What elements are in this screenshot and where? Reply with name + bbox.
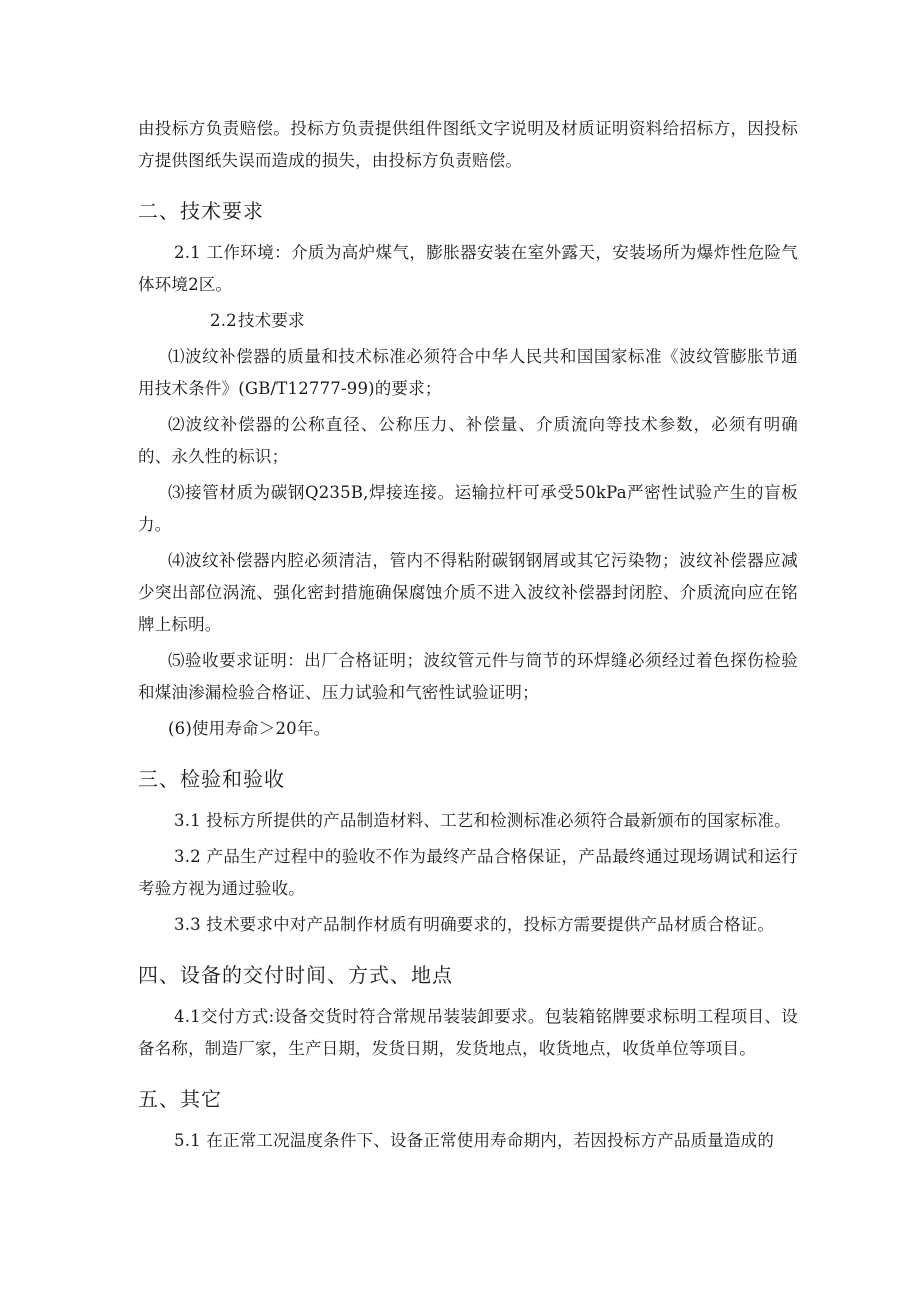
subheading-2-2 xyxy=(138,305,798,337)
section-2-heading: 二、技术要求 xyxy=(138,199,264,223)
paragraph-3-3: 3.3 技术要求中对产品制作材质有明确要求的，投标方需要提供产品材质合格证。 xyxy=(174,915,775,934)
document-page xyxy=(138,113,798,1157)
requirement-item-5: ⑸验收要求证明：出厂合格证明；波纹管元件与筒节的环焊缝必须经过着色探伤检验和煤油渗漏检验合格证、压力试验和气密性试验证明； xyxy=(138,651,798,702)
section-4-heading: 四、设备的交付时间、方式、地点 xyxy=(138,963,453,987)
intro-paragraph: 由投标方负责赔偿。投标方负责提供组件图纸文字说明及材质证明资料给招标方，因投标方提供图纸失误而造成的损失，由投标方负责赔偿。 xyxy=(138,119,798,170)
requirement-item-2: ⑵波纹补偿器的公称直径、公称压力、补偿量、介质流向等技术参数，必须有明确的、永久性的标识； xyxy=(138,415,798,466)
section-5-heading: 五、其它 xyxy=(138,1087,222,1111)
requirement-item-3: ⑶接管材质为碳钢Q235B,焊接连接。运输拉杆可承受50kPa严密性试验产生的盲板力。 xyxy=(138,483,798,534)
paragraph-3-2: 3.2 产品生产过程中的验收不作为最终产品合格保证，产品最终通过现场调试和运行考验方视为通过验收。 xyxy=(138,847,798,898)
paragraph-2-1: 2.1 工作环境：介质为高炉煤气，膨胀器安装在室外露天，安装场所为爆炸性危险气体环境2区。 xyxy=(138,243,798,294)
paragraph-3-1: 3.1 投标方所提供的产品制造材料、工艺和检测标准必须符合最新颁布的国家标准。 xyxy=(174,811,791,830)
paragraph-4-1: 4.1交付方式:设备交货时符合常规吊装装卸要求。包装箱铭牌要求标明工程项目、设备名称，制造厂家，生产日期，发货日期，发货地点，收货地点，收货单位等项目。 xyxy=(138,1007,798,1058)
requirement-item-1: ⑴波纹补偿器的质量和技术标准必须符合中华人民共和国国家标准《波纹管膨胀节通用技术条件》(GB/T12777-99)的要求； xyxy=(138,347,798,398)
requirement-item-6: (6)使用寿命＞20年。 xyxy=(168,719,331,738)
requirement-item-4: ⑷波纹补偿器内腔必须清洁，管内不得粘附碳钢钢屑或其它污染物；波纹补偿器应减少突出部位涡流、强化密封措施确保腐蚀介质不进入波纹补偿器封闭腔、介质流向应在铭牌上标明。 xyxy=(138,551,798,634)
subheading-2-2-title: 技术要求 xyxy=(238,311,305,330)
paragraph-5-1: 5.1 在正常工况温度条件下、设备正常使用寿命期内，若因投标方产品质量造成的 xyxy=(174,1131,775,1150)
section-3-heading: 三、检验和验收 xyxy=(138,767,285,791)
subheading-2-2-number: 2.2 xyxy=(210,311,237,330)
